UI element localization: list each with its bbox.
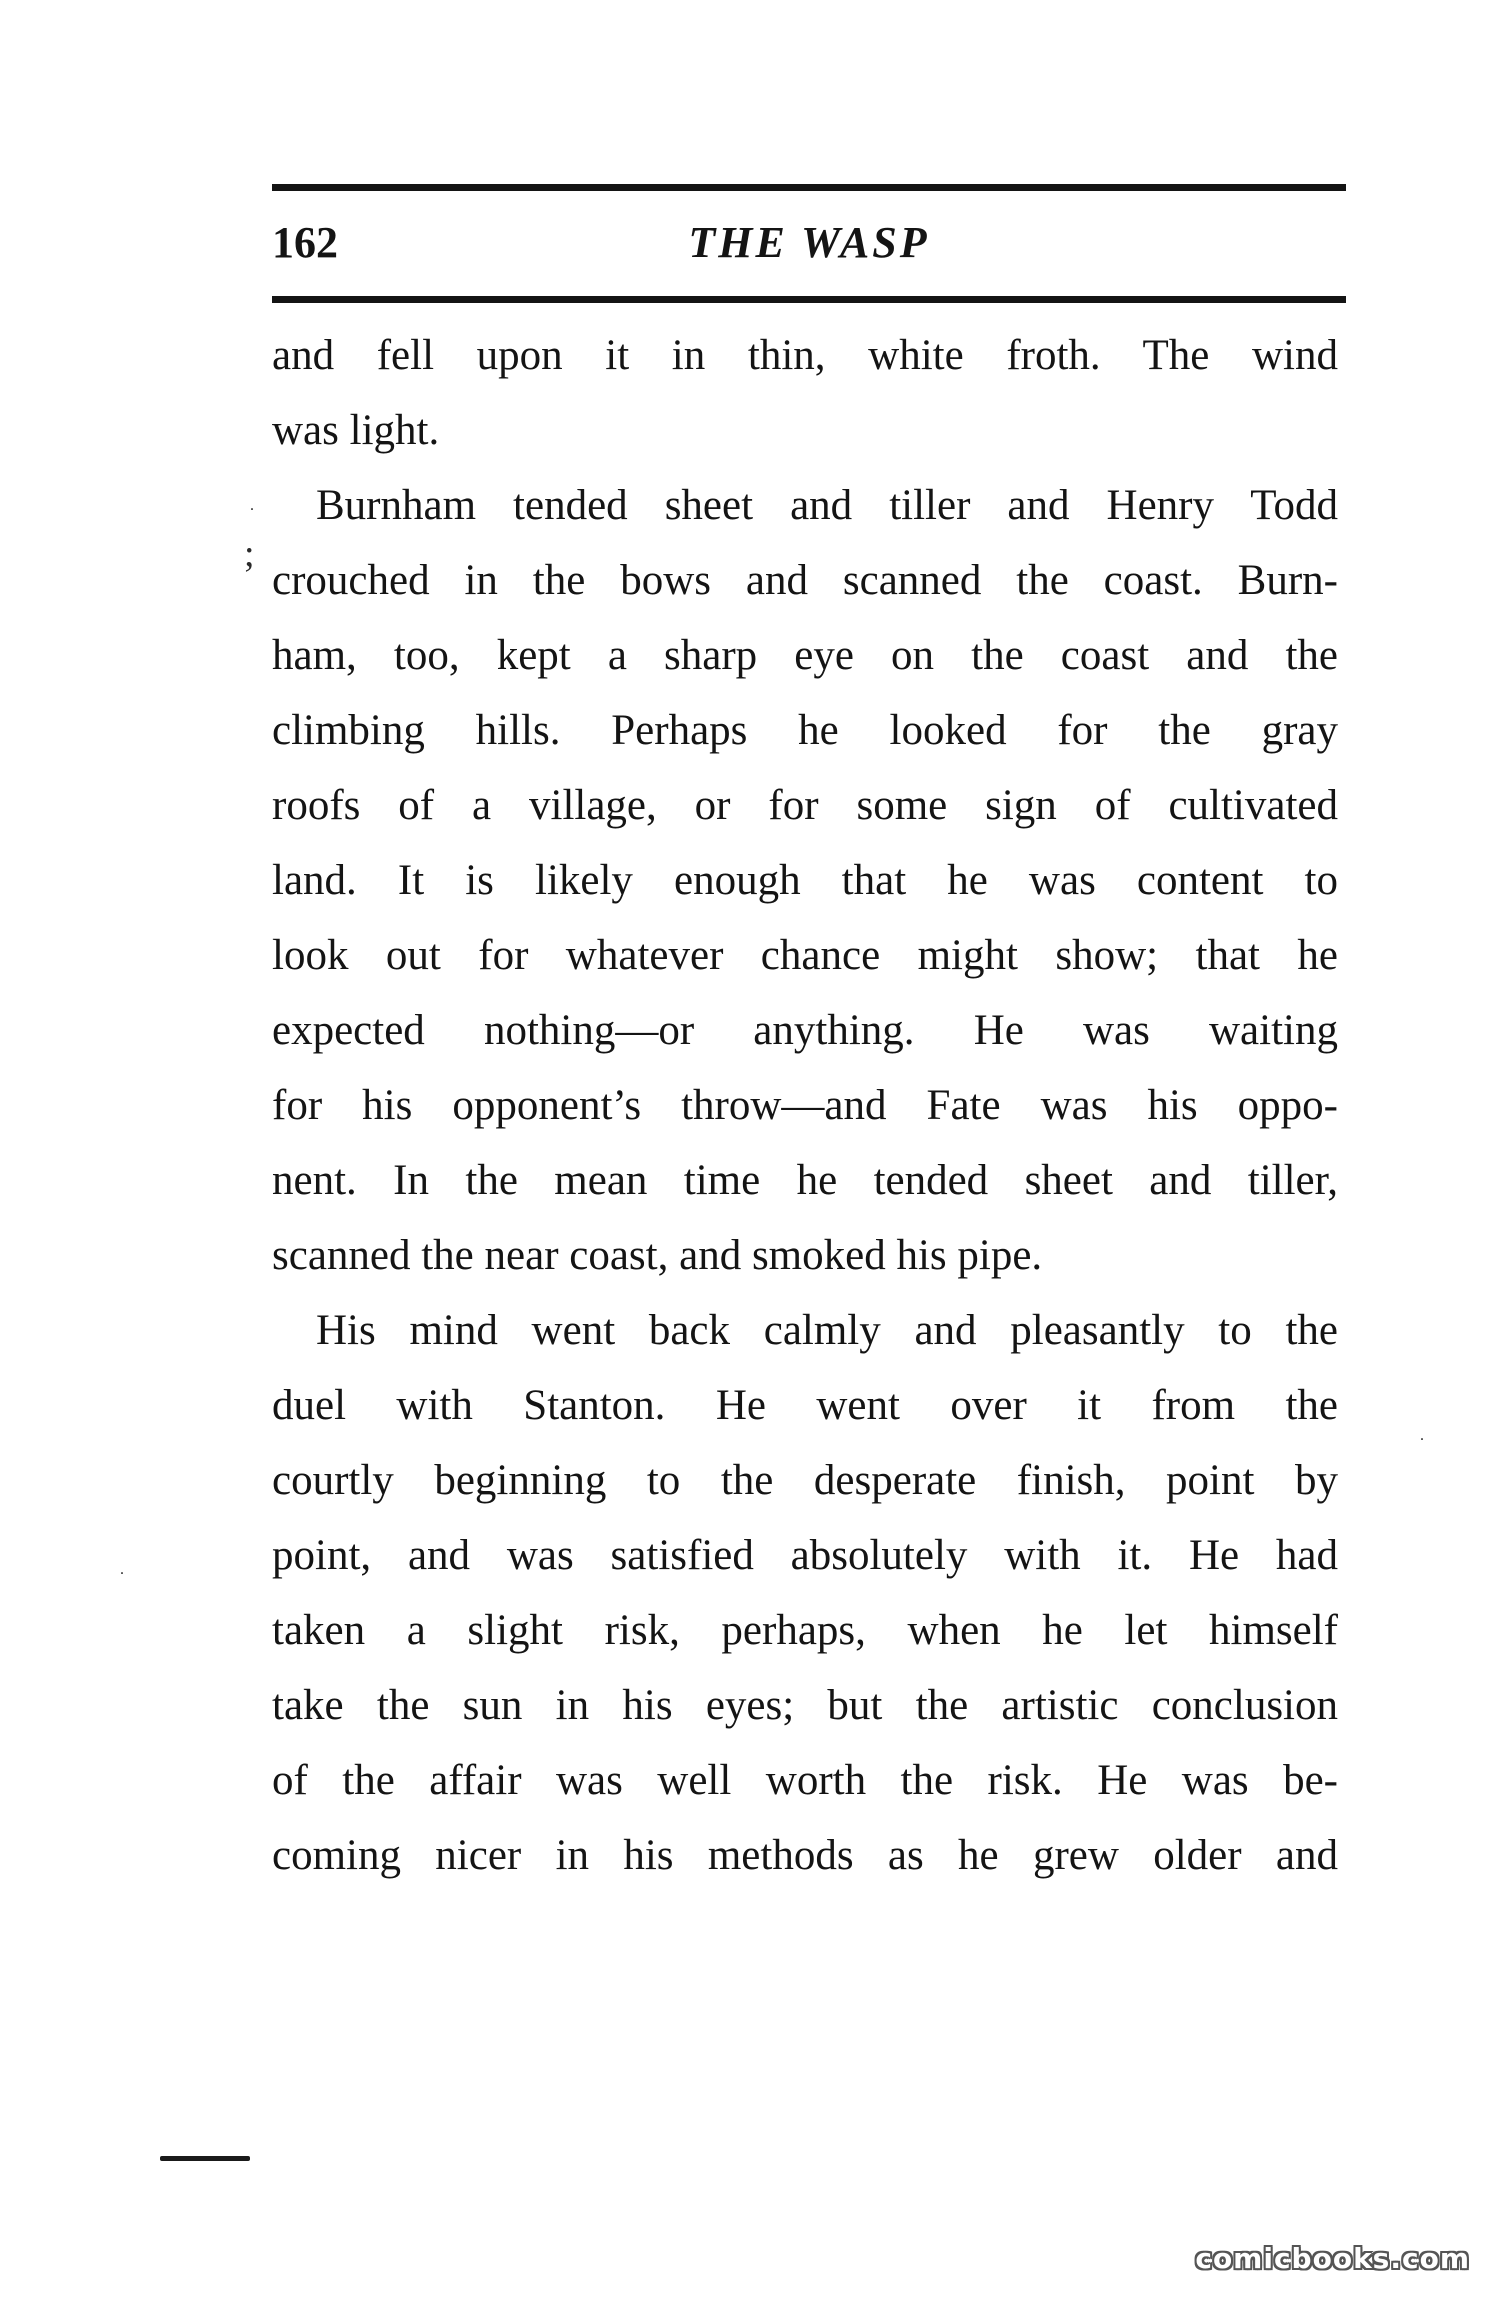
stray-dot-mark: . <box>1420 1427 1424 1444</box>
stray-dot-mark: . <box>120 1561 124 1578</box>
stray-semicolon-mark: ; <box>244 533 255 575</box>
text-line: nent. In the mean time he tended sheet and tiller, <box>272 1157 1338 1204</box>
header-rule-bottom <box>272 296 1346 303</box>
book-title: THE WASP <box>688 218 930 267</box>
watermark: comicbooks.com <box>1195 2242 1470 2275</box>
running-head <box>272 208 1346 278</box>
text-line: scanned the near coast, and smoked his pipe. <box>272 1232 1043 1279</box>
text-line: climbing hills. Perhaps he looked for the gray <box>272 707 1338 754</box>
text-line: of the affair was well worth the risk. He was be- <box>272 1757 1338 1804</box>
text-line: coming nicer in his methods as he grew older and <box>272 1832 1338 1879</box>
text-line: roofs of a village, or for some sign of cultivated <box>272 782 1338 829</box>
text-line: duel with Stanton. He went over it from the <box>272 1382 1338 1429</box>
text-line: take the sun in his eyes; but the artistic conclusion <box>272 1682 1338 1729</box>
text-line: taken a slight risk, perhaps, when he let himself <box>272 1607 1338 1654</box>
text-line: courtly beginning to the desperate finish, point by <box>272 1457 1338 1504</box>
text-line: crouched in the bows and scanned the coast. Burn- <box>272 557 1338 604</box>
text-line: was light. <box>272 407 440 454</box>
text-line: expected nothing—or anything. He was waiting <box>272 1007 1338 1054</box>
text-line: look out for whatever chance might show; that he <box>272 932 1338 979</box>
text-line: and fell upon it in thin, white froth. The wind <box>272 332 1338 379</box>
page-number: 162 <box>272 218 338 267</box>
text-line: for his opponent’s throw—and Fate was his oppo- <box>272 1082 1338 1129</box>
paragraph-first-line: Burnham tended sheet and tiller and Henry Todd <box>316 482 1338 529</box>
text-line: point, and was satisfied absolutely with it. He had <box>272 1532 1338 1579</box>
header-rule-top <box>272 184 1346 191</box>
stray-dot-mark: . <box>250 497 254 514</box>
body-text <box>272 318 1338 1893</box>
ink-dash-mark <box>160 2156 250 2161</box>
text-line: land. It is likely enough that he was content to <box>272 857 1338 904</box>
text-line: ham, too, kept a sharp eye on the coast and the <box>272 632 1338 679</box>
paragraph-first-line: His mind went back calmly and pleasantly to the <box>316 1307 1338 1354</box>
